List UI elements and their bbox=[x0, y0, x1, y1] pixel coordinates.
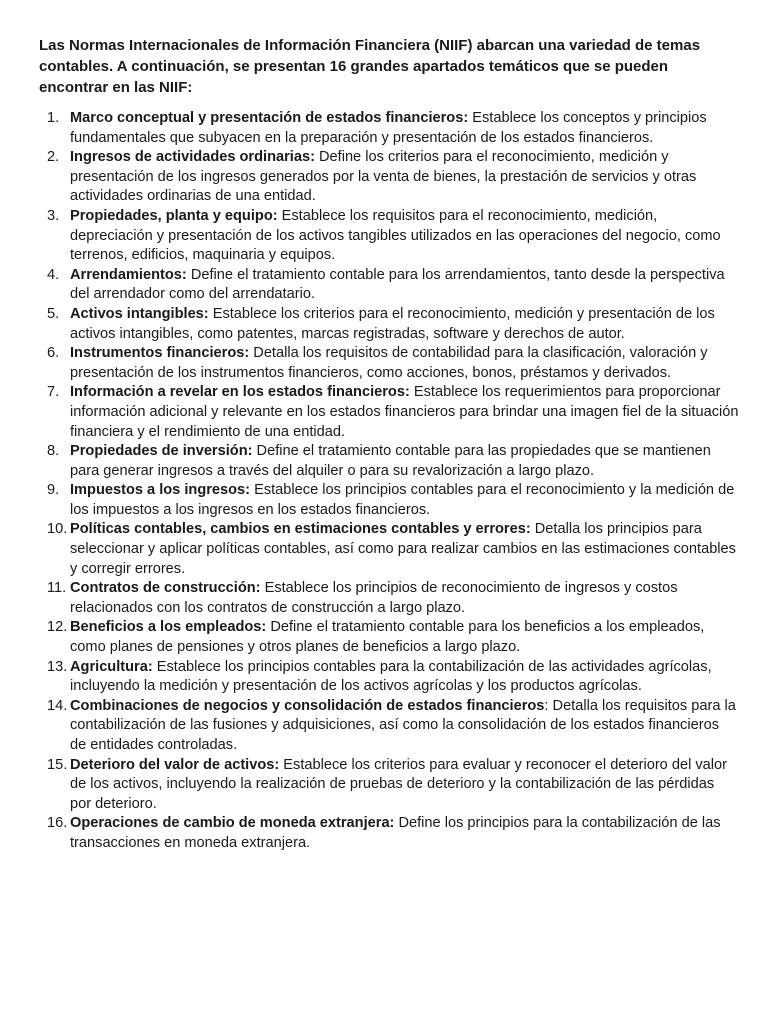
item-term: Ingresos de actividades ordinarias: bbox=[70, 149, 315, 166]
item-description: Detalla los requisitos de contabilidad para la clasificación, valoración y presentación de los instrumentos financieros, como acciones, bonos, préstamos y derivados. bbox=[70, 345, 708, 381]
item-description: Establece los conceptos y principios fundamentales que subyacen en la preparación y presentación de los estados financieros. bbox=[70, 110, 707, 146]
list-item bbox=[39, 344, 739, 383]
item-term: Activos intangibles: bbox=[70, 305, 209, 322]
item-number: 12. bbox=[47, 619, 68, 636]
item-number: 8. bbox=[47, 443, 60, 460]
list-item bbox=[39, 579, 739, 618]
item-number: 2. bbox=[47, 149, 60, 166]
item-number: 14. bbox=[47, 697, 68, 714]
list-item bbox=[39, 305, 739, 344]
intro-paragraph: Las Normas Internacionales de Información Financiera (NIIF) abarcan una variedad de temas contables. A continuación, se presentan 16 grandes apartados temáticos que se pueden encontrar en las NIIF: bbox=[39, 37, 701, 96]
item-number: 13. bbox=[47, 658, 68, 675]
item-description: Define el tratamiento contable para las propiedades que se mantienen para generar ingresos a través del alquiler o para su revalorización a largo plazo. bbox=[70, 443, 711, 479]
item-term: Impuestos a los ingresos: bbox=[70, 482, 251, 499]
list-item bbox=[39, 383, 739, 442]
item-description: Establece los requerimientos para proporcionar información adicional y relevante en los estados financieros para brindar una imagen fiel de la situación financiera y el rendimiento de una entidad. bbox=[70, 384, 739, 440]
list-item bbox=[39, 109, 739, 148]
item-description: Establece los principios contables para el reconocimiento y la medición de los impuestos a los ingresos en los estados financieros. bbox=[70, 482, 735, 518]
item-description: Detalla los principios para seleccionar y aplicar políticas contables, así como para realizar cambios en las estimaciones contables y corregir errores. bbox=[70, 521, 736, 577]
item-description: Define los principios para la contabilización de las transacciones en moneda extranjera. bbox=[70, 815, 721, 851]
item-description: Define el tratamiento contable para los arrendamientos, tanto desde la perspectiva del arrendador como del arrendatario. bbox=[70, 266, 725, 303]
list-item bbox=[39, 520, 739, 579]
item-description: Define el tratamiento contable para los beneficios a los empleados, como planes de pensiones y otros planes de beneficios a largo plazo. bbox=[70, 619, 705, 656]
item-term: Propiedades de inversión: bbox=[70, 443, 253, 460]
item-description: Establece los criterios para el reconocimiento, medición y presentación de los activos intangibles, como patentes, marcas registradas, software y derechos de autor. bbox=[70, 305, 715, 342]
item-description: Establece los criterios para evaluar y reconocer el deterioro del valor de los activos, incluyendo la realización de pruebas de deterioro y la contabilización de las pérdidas por deterioro. bbox=[70, 756, 728, 812]
item-term: Deterioro del valor de activos: bbox=[70, 756, 280, 773]
item-number: 1. bbox=[47, 110, 60, 126]
item-term: Políticas contables, cambios en estimaciones contables y errores: bbox=[70, 521, 531, 538]
item-number: 16. bbox=[47, 815, 68, 832]
item-description: Establece los principios de reconocimiento de ingresos y costos relacionados con los contratos de construcción a largo plazo. bbox=[70, 580, 678, 616]
item-number: 10. bbox=[47, 521, 68, 538]
item-term: Contratos de construcción: bbox=[70, 580, 261, 597]
item-number: 5. bbox=[47, 305, 60, 322]
list-item bbox=[39, 442, 739, 481]
item-number: 11. bbox=[47, 580, 67, 597]
list-item bbox=[39, 148, 739, 207]
item-number: 15. bbox=[47, 756, 68, 773]
topics-list bbox=[39, 109, 739, 854]
list-item bbox=[39, 481, 739, 520]
item-term: Información a revelar en los estados financieros: bbox=[70, 384, 410, 401]
item-term: Instrumentos financieros: bbox=[70, 345, 250, 362]
list-item bbox=[39, 756, 739, 815]
item-number: 9. bbox=[47, 482, 60, 499]
item-description: : Detalla los requisitos para la contabilización de las fusiones y adquisiciones, así como la consolidación de los estados financieros de entidades controladas. bbox=[70, 697, 736, 753]
item-number: 7. bbox=[47, 384, 60, 401]
item-term: Agricultura: bbox=[70, 658, 153, 675]
item-term: Combinaciones de negocios y consolidación de estados financieros bbox=[70, 697, 545, 714]
list-item bbox=[39, 207, 739, 266]
item-description: Establece los requisitos para el reconocimiento, medición, depreciación y presentación de los activos tangibles utilizados en las operaciones del negocio, como terrenos, edificios, maquinaria y equipos. bbox=[70, 207, 721, 264]
item-description: Define los criterios para el reconocimiento, medición y presentación de los ingresos generados por la venta de bienes, la prestación de servicios y otras actividades ordinarias de una entidad. bbox=[70, 149, 697, 205]
list-item bbox=[39, 266, 739, 305]
item-term: Marco conceptual y presentación de estados financieros: bbox=[70, 110, 469, 126]
item-description: Establece los principios contables para la contabilización de las actividades agrícolas, incluyendo la medición y presentación de los activos agrícolas y los productos agrícolas. bbox=[70, 658, 712, 695]
item-term: Propiedades, planta y equipo: bbox=[70, 207, 278, 224]
item-term: Arrendamientos: bbox=[70, 266, 187, 283]
list-item bbox=[39, 658, 739, 697]
item-number: 6. bbox=[47, 345, 60, 362]
item-term: Beneficios a los empleados: bbox=[70, 619, 267, 636]
document-page bbox=[39, 35, 739, 854]
item-term: Operaciones de cambio de moneda extranjera: bbox=[70, 815, 395, 832]
list-item bbox=[39, 697, 739, 756]
list-item bbox=[39, 618, 739, 657]
item-number: 4. bbox=[47, 266, 60, 283]
item-number: 3. bbox=[47, 207, 60, 224]
list-item bbox=[39, 814, 739, 853]
